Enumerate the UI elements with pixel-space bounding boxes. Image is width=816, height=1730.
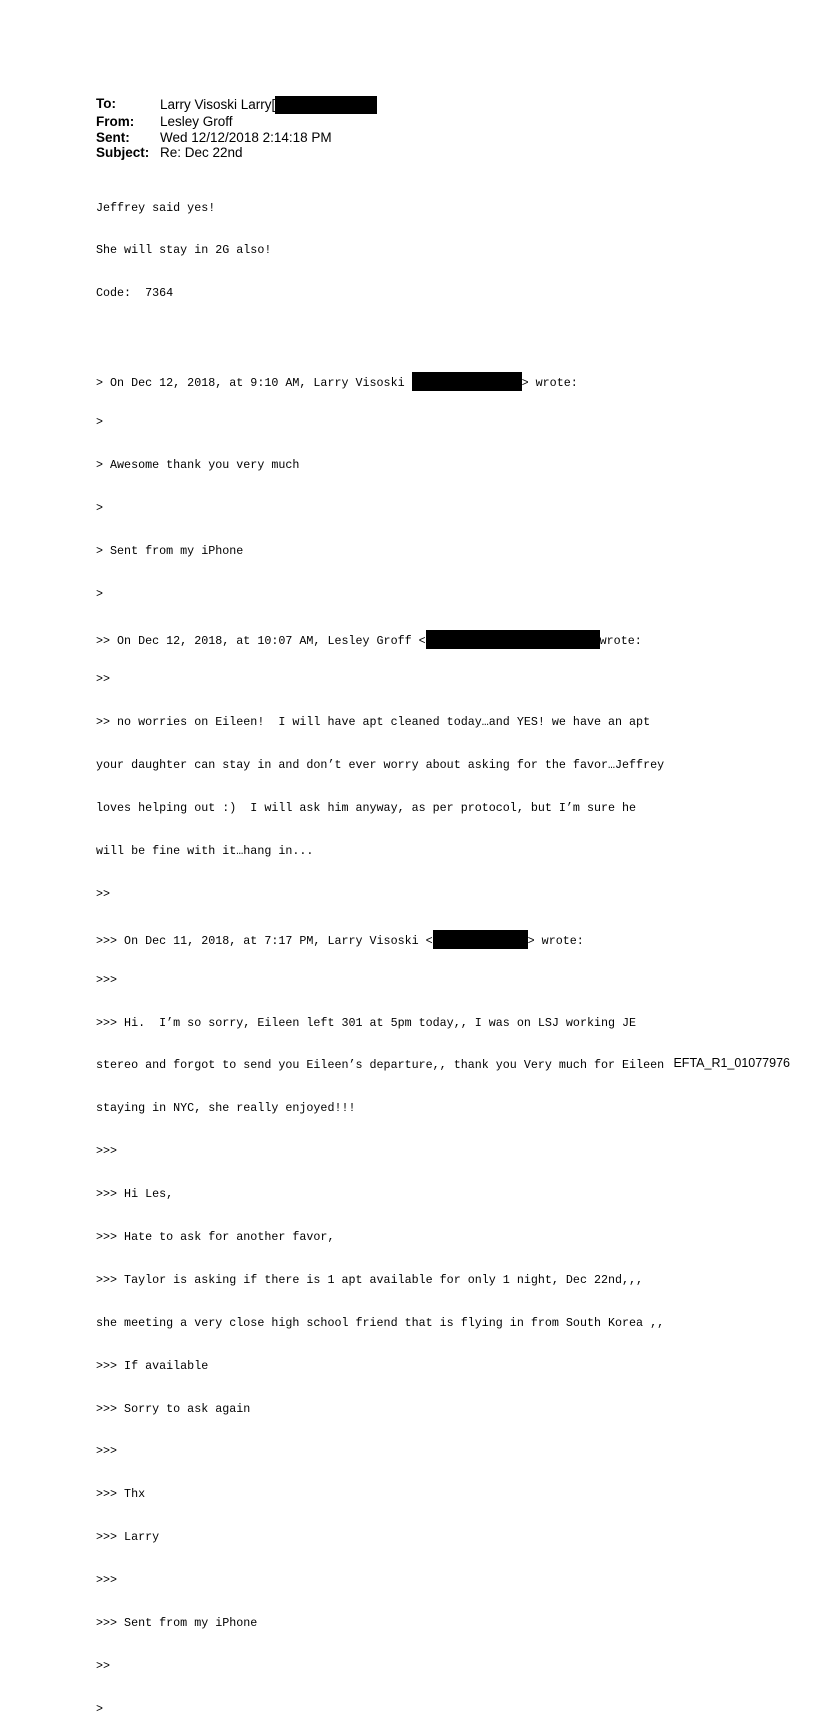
quoted-line: > bbox=[96, 500, 104, 515]
document-id: EFTA_R1_01077976 bbox=[673, 1056, 790, 1070]
quoted-line: >> bbox=[96, 672, 111, 687]
subject-label: Subject: bbox=[96, 145, 150, 160]
redaction-bar bbox=[412, 372, 522, 391]
quoted-line: staying in NYC, she really enjoyed!!! bbox=[96, 1101, 356, 1116]
quoted-line: >>> Thx bbox=[96, 1487, 146, 1502]
quoted-line: >> bbox=[96, 886, 111, 901]
quoted-line: >>> Hate to ask for another favor, bbox=[96, 1229, 335, 1244]
quote-text: > On Dec 12, 2018, at 9:10 AM, Larry Visoski bbox=[96, 376, 412, 391]
to-row bbox=[96, 96, 377, 114]
quoted-header-line bbox=[96, 930, 664, 948]
quoted-line: >>> Taylor is asking if there is 1 apt available for only 1 night, Dec 22nd,,, bbox=[96, 1272, 644, 1287]
quoted-line: >> no worries on Eileen! I will have apt cleaned today…and YES! we have an apt bbox=[96, 715, 651, 730]
body-line: Code: 7364 bbox=[96, 286, 174, 301]
redaction-bar bbox=[426, 630, 600, 649]
to-label: To: bbox=[96, 96, 116, 111]
body-line: She will stay in 2G also! bbox=[96, 243, 272, 258]
quoted-line: > bbox=[96, 1701, 104, 1716]
quoted-line: loves helping out :) I will ask him anyway, as per protocol, but I’m sure he bbox=[96, 801, 637, 816]
quoted-line: >>> If available bbox=[96, 1358, 209, 1373]
quoted-line: > Awesome thank you very much bbox=[96, 457, 300, 472]
from-row bbox=[96, 114, 377, 130]
subject-value: Re: Dec 22nd bbox=[160, 145, 243, 160]
quote-text: >> On Dec 12, 2018, at 10:07 AM, Lesley Groff < bbox=[96, 633, 426, 648]
email-body bbox=[96, 172, 664, 1730]
quoted-line: >>> bbox=[96, 1573, 118, 1588]
blank-line bbox=[96, 329, 664, 343]
quoted-line: > bbox=[96, 415, 104, 430]
quoted-line: your daughter can stay in and don’t ever worry about asking for the favor…Jeffrey bbox=[96, 758, 665, 773]
quoted-line: she meeting a very close high school friend that is flying in from South Korea ,, bbox=[96, 1315, 665, 1330]
redaction-bar bbox=[275, 96, 377, 114]
redaction-bar bbox=[433, 930, 528, 949]
quoted-line: >>> Larry bbox=[96, 1530, 160, 1545]
quote-text: wrote: bbox=[599, 633, 642, 648]
quoted-line: >>> Sent from my iPhone bbox=[96, 1615, 258, 1630]
quote-text: >>> On Dec 11, 2018, at 7:17 PM, Larry Visoski < bbox=[96, 933, 433, 948]
quoted-line: >>> bbox=[96, 972, 118, 987]
to-name: Larry Visoski Larry[ bbox=[160, 97, 276, 113]
sent-label: Sent: bbox=[96, 129, 130, 145]
quoted-header-line bbox=[96, 372, 664, 391]
sent-value: Wed 12/12/2018 2:14:18 PM bbox=[160, 129, 332, 145]
email-header bbox=[96, 96, 377, 161]
quoted-line: >>> Sorry to ask again bbox=[96, 1401, 251, 1416]
quote-text: > wrote: bbox=[527, 933, 584, 948]
quoted-line: stereo and forgot to send you Eileen’s departure,, thank you Very much for Eileen bbox=[96, 1058, 665, 1073]
quoted-line: >>> Hi. I’m so sorry, Eileen left 301 at 5pm today,, I was on LSJ working JE bbox=[96, 1015, 637, 1030]
subject-row bbox=[96, 145, 377, 161]
sent-row bbox=[96, 130, 377, 146]
from-label: From: bbox=[96, 114, 135, 129]
quoted-line: >>> bbox=[96, 1444, 118, 1459]
body-line: Jeffrey said yes! bbox=[96, 200, 216, 215]
quoted-line: >>> bbox=[96, 1144, 118, 1159]
quoted-header-line bbox=[96, 630, 664, 648]
quoted-line: > bbox=[96, 586, 104, 601]
to-value bbox=[160, 96, 377, 114]
quoted-line: > Sent from my iPhone bbox=[96, 543, 244, 558]
quoted-line: will be fine with it…hang in... bbox=[96, 843, 314, 858]
quoted-line: >> bbox=[96, 1658, 111, 1673]
quoted-line: >>> Hi Les, bbox=[96, 1187, 174, 1202]
quote-text: > wrote: bbox=[521, 376, 578, 391]
from-value: Lesley Groff bbox=[160, 114, 233, 129]
